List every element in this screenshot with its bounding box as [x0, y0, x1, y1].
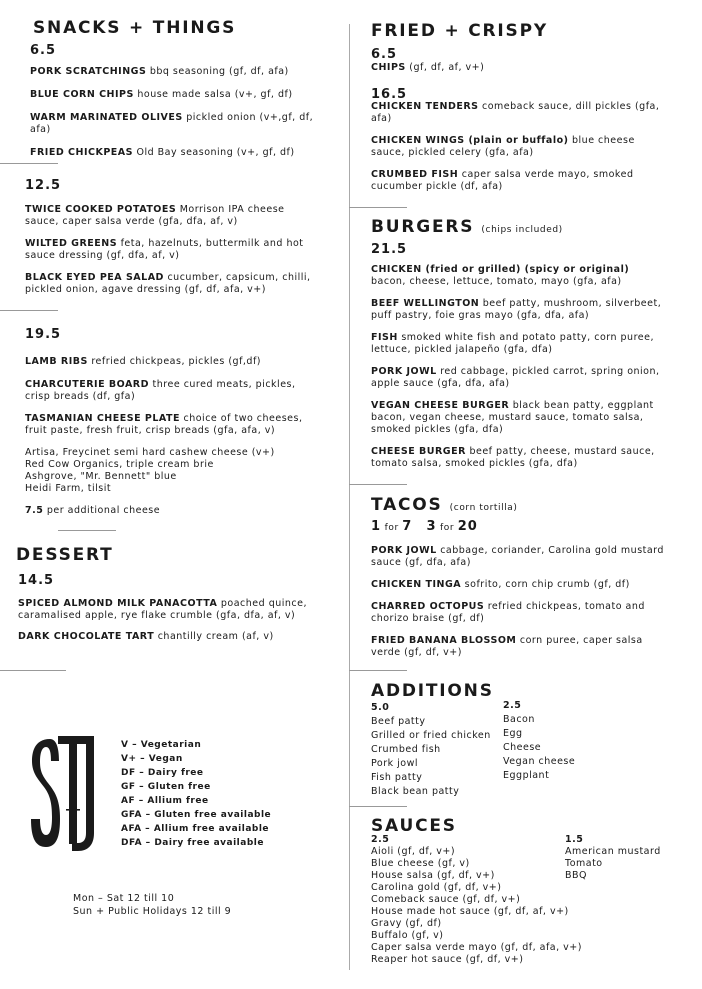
- sauce-item: Gravy (gf, df): [371, 918, 442, 929]
- addition-item: Grilled or fried chicken: [371, 730, 491, 741]
- menu-item: CHARRED OCTOPUS refried chickpeas, tomato and chorizo braise (gf, df): [371, 601, 645, 624]
- mid-list: [25, 204, 315, 296]
- menu-item: FISH smoked white fish and potato patty, corn puree, lettuce, pickled jalapeño (gfa, dfa): [371, 332, 654, 355]
- dessert-title: DESSERT: [16, 545, 114, 565]
- addition-item: Cheese: [503, 742, 542, 753]
- menu-item: BEEF WELLINGTON beef patty, mushroom, silverbeet, puff pastry, foie gras mayo (gfa, dfa, afa): [371, 298, 662, 321]
- menu-item: LAMB RIBS refried chickpeas, pickles (gf,df): [25, 356, 262, 367]
- fried-title: FRIED + CRISPY: [371, 21, 548, 41]
- legend-item: DF – Dairy free: [121, 768, 204, 778]
- additions-title: ADDITIONS: [371, 681, 494, 701]
- addition-item: Crumbed fish: [371, 744, 441, 755]
- addition-item: Fish patty: [371, 772, 423, 783]
- section-divider: [0, 310, 58, 311]
- stj-logo: [28, 733, 104, 857]
- sauces-price: 1.5: [565, 834, 584, 845]
- menu-item: PORK JOWL red cabbage, pickled carrot, spring onion, apple sauce (gfa, dfa, afa): [371, 366, 660, 389]
- cheese-option: Heidi Farm, tilsit: [25, 483, 112, 494]
- tacos-subtitle: (corn tortilla): [449, 503, 518, 513]
- dietary-legend: [121, 738, 271, 850]
- cheese-option: Artisa, Freycinet semi hard cashew cheese (v+): [25, 447, 275, 458]
- section-divider: [0, 163, 58, 164]
- section-divider: [349, 484, 407, 485]
- menu-item: FRIED CHICKPEAS Old Bay seasoning (v+, gf, df): [30, 147, 295, 158]
- column-divider: [349, 24, 350, 970]
- sauce-item: Carolina gold (gf, df, v+): [371, 882, 502, 893]
- legend-item: GF – Gluten free: [121, 782, 211, 792]
- burgers-title: BURGERS: [371, 217, 475, 237]
- menu-item: CHICKEN WINGS (plain or buffalo) blue cheese sauce, pickled celery (gfa, afa): [371, 135, 635, 158]
- menu-item: CHEESE BURGER beef patty, cheese, mustard sauce, tomato salsa, smoked pickles (gfa, dfa): [371, 446, 655, 469]
- burgers-list: [371, 264, 666, 470]
- burgers-subtitle: (chips included): [481, 225, 563, 235]
- menu-item: DARK CHOCOLATE TART chantilly cream (af, v): [18, 631, 274, 642]
- sauce-item: Comeback sauce (gf, df, v+): [371, 894, 521, 905]
- sauces-col-2: [565, 834, 661, 882]
- legend-item: GFA – Gluten free available: [121, 810, 272, 820]
- sauce-item: Tomato: [565, 858, 603, 869]
- cheese-option: Red Cow Organics, triple cream brie: [25, 459, 214, 470]
- legend-item: V+ – Vegan: [121, 754, 183, 764]
- section-divider: [349, 806, 407, 807]
- menu-item: TWICE COOKED POTATOES Morrison IPA cheese sauce, caper salsa verde (gfa, dfa, af, v): [25, 204, 285, 227]
- menu-item: TASMANIAN CHEESE PLATE choice of two cheeses, fruit paste, fresh fruit, crisp breads (gfa, afa, v): [25, 413, 303, 436]
- tacos-title: TACOS: [371, 495, 443, 515]
- menu-item: BLUE CORN CHIPS house made salsa (v+, gf, df): [30, 89, 293, 100]
- sauce-item: Blue cheese (gf, v): [371, 858, 470, 869]
- large-list: [25, 356, 315, 517]
- additions-price: 2.5: [503, 700, 522, 711]
- addition-item: Bacon: [503, 714, 535, 725]
- menu-item: CHICKEN (fried or grilled) (spicy or original) bacon, cheese, lettuce, tomato, mayo (gfa, afa): [371, 264, 630, 287]
- menu-item: CHICKEN TINGA sofrito, corn chip crumb (gf, df): [371, 579, 630, 590]
- extra-cheese: 7.5 per additional cheese: [25, 505, 161, 516]
- dessert-price: 14.5: [18, 573, 55, 588]
- additions-col-1: [371, 701, 491, 799]
- fried-price-2: 16.5: [371, 87, 408, 102]
- mid-price: 12.5: [25, 178, 62, 193]
- large-price: 19.5: [25, 327, 62, 342]
- additions-col-2: [503, 699, 575, 783]
- menu-item: CHIPS (gf, df, af, v+): [371, 62, 485, 73]
- additions-price: 5.0: [371, 702, 390, 713]
- tacos-heading: [371, 495, 518, 515]
- legend-item: V – Vegetarian: [121, 740, 202, 750]
- snacks-title: SNACKS + THINGS: [33, 18, 237, 38]
- opening-hours: [73, 892, 231, 918]
- section-divider: [349, 670, 407, 671]
- snacks-price: 6.5: [30, 43, 57, 58]
- addition-item: Pork jowl: [371, 758, 418, 769]
- menu-item: VEGAN CHEESE BURGER black bean patty, eggplant bacon, vegan cheese, mustard sauce, tomato salsa, smoked pickles (gfa, dfa): [371, 400, 654, 435]
- section-divider: [58, 530, 116, 531]
- sauce-item: Buffalo (gf, v): [371, 930, 444, 941]
- addition-item: Eggplant: [503, 770, 550, 781]
- sauces-title: SAUCES: [371, 816, 457, 836]
- menu-item: CHICKEN TENDERS comeback sauce, dill pickles (gfa, afa): [371, 101, 660, 124]
- hours-line: Mon – Sat 12 till 10: [73, 893, 175, 904]
- sauce-item: House salsa (gf, df, v+): [371, 870, 495, 881]
- sauces-col-1: [371, 834, 582, 966]
- addition-item: Black bean patty: [371, 786, 460, 797]
- burgers-price: 21.5: [371, 242, 408, 257]
- sauce-item: American mustard: [565, 846, 661, 857]
- sauce-item: Caper salsa verde mayo (gf, df, afa, v+): [371, 942, 582, 953]
- snacks-list: [30, 66, 330, 159]
- menu-item: WILTED GREENS feta, hazelnuts, buttermilk and hot sauce dressing (gf, dfa, af, v): [25, 238, 304, 261]
- hours-line: Sun + Public Holidays 12 till 9: [73, 906, 232, 917]
- section-divider: [0, 670, 66, 671]
- sauce-item: House made hot sauce (gf, df, af, v+): [371, 906, 569, 917]
- dessert-list: [18, 598, 318, 643]
- fried-price-1: 6.5: [371, 47, 398, 62]
- menu-item: SPICED ALMOND MILK PANACOTTA poached quince, caramalised apple, rye flake crumble (gfa, dfa, af, v): [18, 598, 307, 621]
- tacos-pricing: 1 for 7 3 for 20: [371, 519, 478, 534]
- section-divider: [349, 207, 407, 208]
- tacos-list: [371, 545, 666, 659]
- sauces-price: 2.5: [371, 834, 390, 845]
- menu-item: WARM MARINATED OLIVES pickled onion (v+,gf, df, afa): [30, 112, 314, 135]
- menu-item: BLACK EYED PEA SALAD cucumber, capsicum, chilli, pickled onion, agave dressing (gf, df, afa, v+): [25, 272, 311, 295]
- fried-list: [371, 101, 666, 193]
- legend-item: AF – Allium free: [121, 796, 209, 806]
- menu-item: CRUMBED FISH caper salsa verde mayo, smoked cucumber pickle (df, afa): [371, 169, 634, 192]
- sauce-item: Aioli (gf, df, v+): [371, 846, 456, 857]
- sauce-item: Reaper hot sauce (gf, df, v+): [371, 954, 524, 965]
- menu-item: FRIED BANANA BLOSSOM corn puree, caper salsa verde (gf, df, v+): [371, 635, 643, 658]
- burgers-heading: [371, 217, 563, 237]
- addition-item: Egg: [503, 728, 523, 739]
- legend-item: DFA – Dairy free available: [121, 838, 264, 848]
- menu-item: CHARCUTERIE BOARD three cured meats, pickles, crisp breads (df, gfa): [25, 379, 296, 402]
- addition-item: Vegan cheese: [503, 756, 576, 767]
- sauce-item: BBQ: [565, 870, 588, 881]
- menu-item: PORK JOWL cabbage, coriander, Carolina gold mustard sauce (gf, dfa, afa): [371, 545, 664, 568]
- cheese-option: Ashgrove, "Mr. Bennett" blue: [25, 471, 177, 482]
- legend-item: AFA – Allium free available: [121, 824, 270, 834]
- addition-item: Beef patty: [371, 716, 426, 727]
- menu-item: PORK SCRATCHINGS bbq seasoning (gf, df, afa): [30, 66, 289, 77]
